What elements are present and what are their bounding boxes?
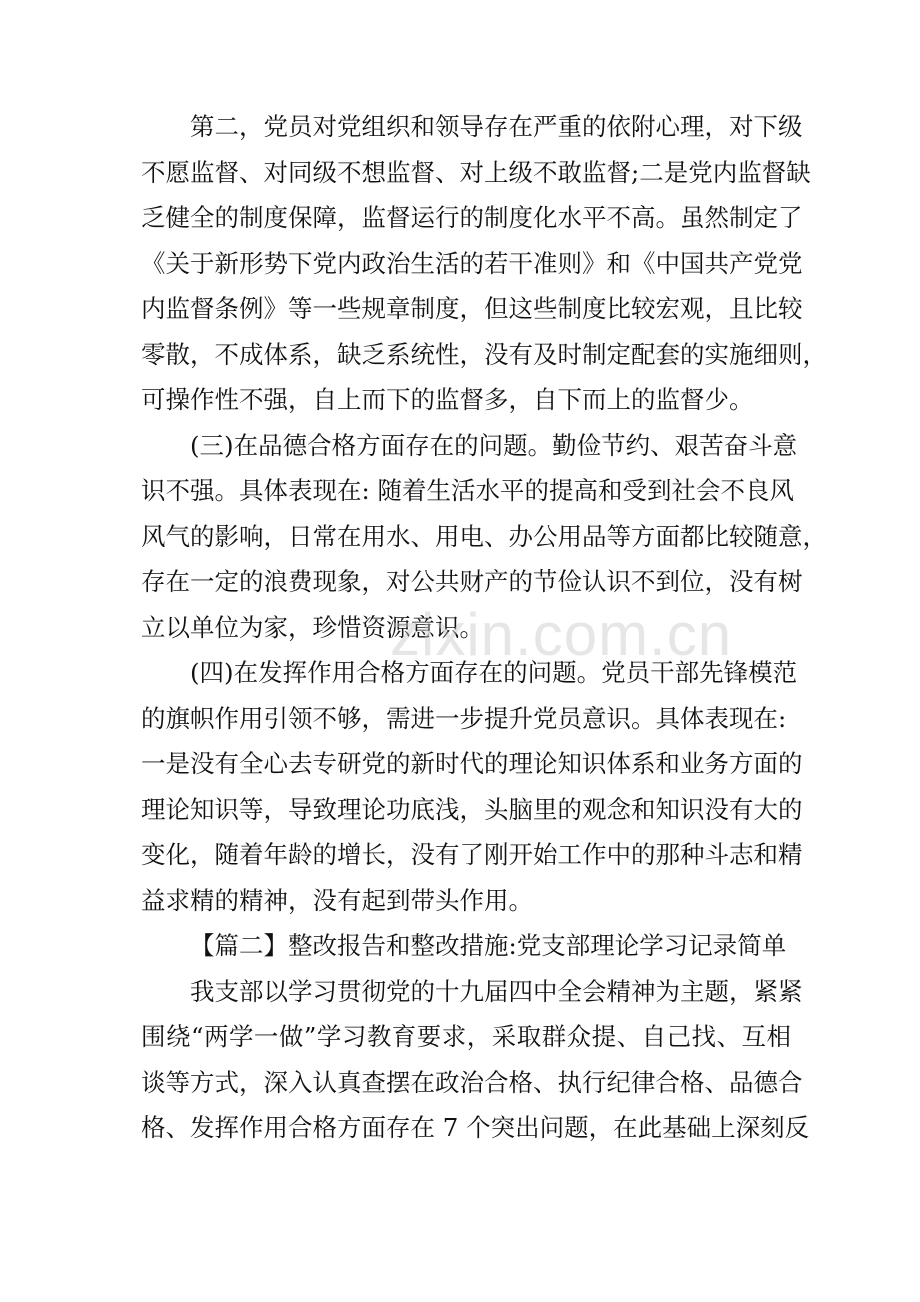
- text-line: 《关于新形势下党内政治生活的若干准则》和《中国共产党党: [141, 249, 803, 278]
- text-line: 围绕“两学一做”学习教育要求，采取群众提、自己找、互相: [141, 1022, 791, 1051]
- text-line: 识不强。具体表现在: 随着生活水平的提高和受到社会不良风: [141, 476, 795, 505]
- text-line: 风气的影响，日常在用水、用电、办公用品等方面都比较随意，: [141, 522, 827, 551]
- text-line: 零散，不成体系，缺乏系统性，没有及时制定配套的实施细则，: [141, 340, 827, 369]
- text-line: 内监督条例》等一些规章制度，但这些制度比较宏观，且比较: [141, 294, 803, 323]
- text-line: 乏健全的制度保障，监督运行的制度化水平不高。虽然制定了: [141, 203, 803, 232]
- text-line: 存在一定的浪费现象，对公共财产的节俭认识不到位，没有树: [141, 567, 803, 596]
- text-line: 谈等方式，深入认真查摆在政治合格、执行纪律合格、品德合: [141, 1068, 803, 1097]
- text-line: 的旗帜作用引领不够，需进一步提升党员意识。具体表现在:: [141, 704, 787, 733]
- text-line: 变化，随着年龄的增长，没有了刚开始工作中的那种斗志和精: [141, 840, 803, 869]
- section-heading: 【篇二】整改报告和整改措施:党支部理论学习记录简单: [190, 931, 787, 960]
- text-line: 可操作性不强，自上而下的监督多，自下而上的监督少。: [141, 385, 754, 414]
- text-line: 我支部以学习贯彻党的十九届四中全会精神为主题，紧紧: [190, 977, 803, 1006]
- text-line: 不愿监督、对同级不想监督、对上级不敢监督;二是党内监督缺: [141, 158, 811, 187]
- text-line: 益求精的精神，没有起到带头作用。: [141, 886, 533, 915]
- text-line: (三)在品德合格方面存在的问题。勤俭节约、艰苦奋斗意: [190, 431, 798, 460]
- text-line: (四)在发挥作用合格方面存在的问题。党员干部先锋模范: [190, 658, 798, 687]
- text-line: 理论知识等，导致理论功底浅，头脑里的观念和知识没有大的: [141, 795, 803, 824]
- text-line: 第二，党员对党组织和领导存在严重的依附心理，对下级: [190, 112, 803, 141]
- text-line: 格、发挥作用合格方面存在 7 个突出问题，在此基础上深刻反: [141, 1113, 810, 1142]
- text-line: 一是没有全心去专研党的新时代的理论知识体系和业务方面的: [141, 749, 803, 778]
- text-line: 立以单位为家，珍惜资源意识。: [141, 613, 484, 642]
- watermark-text: zixin.com.cn: [390, 601, 733, 668]
